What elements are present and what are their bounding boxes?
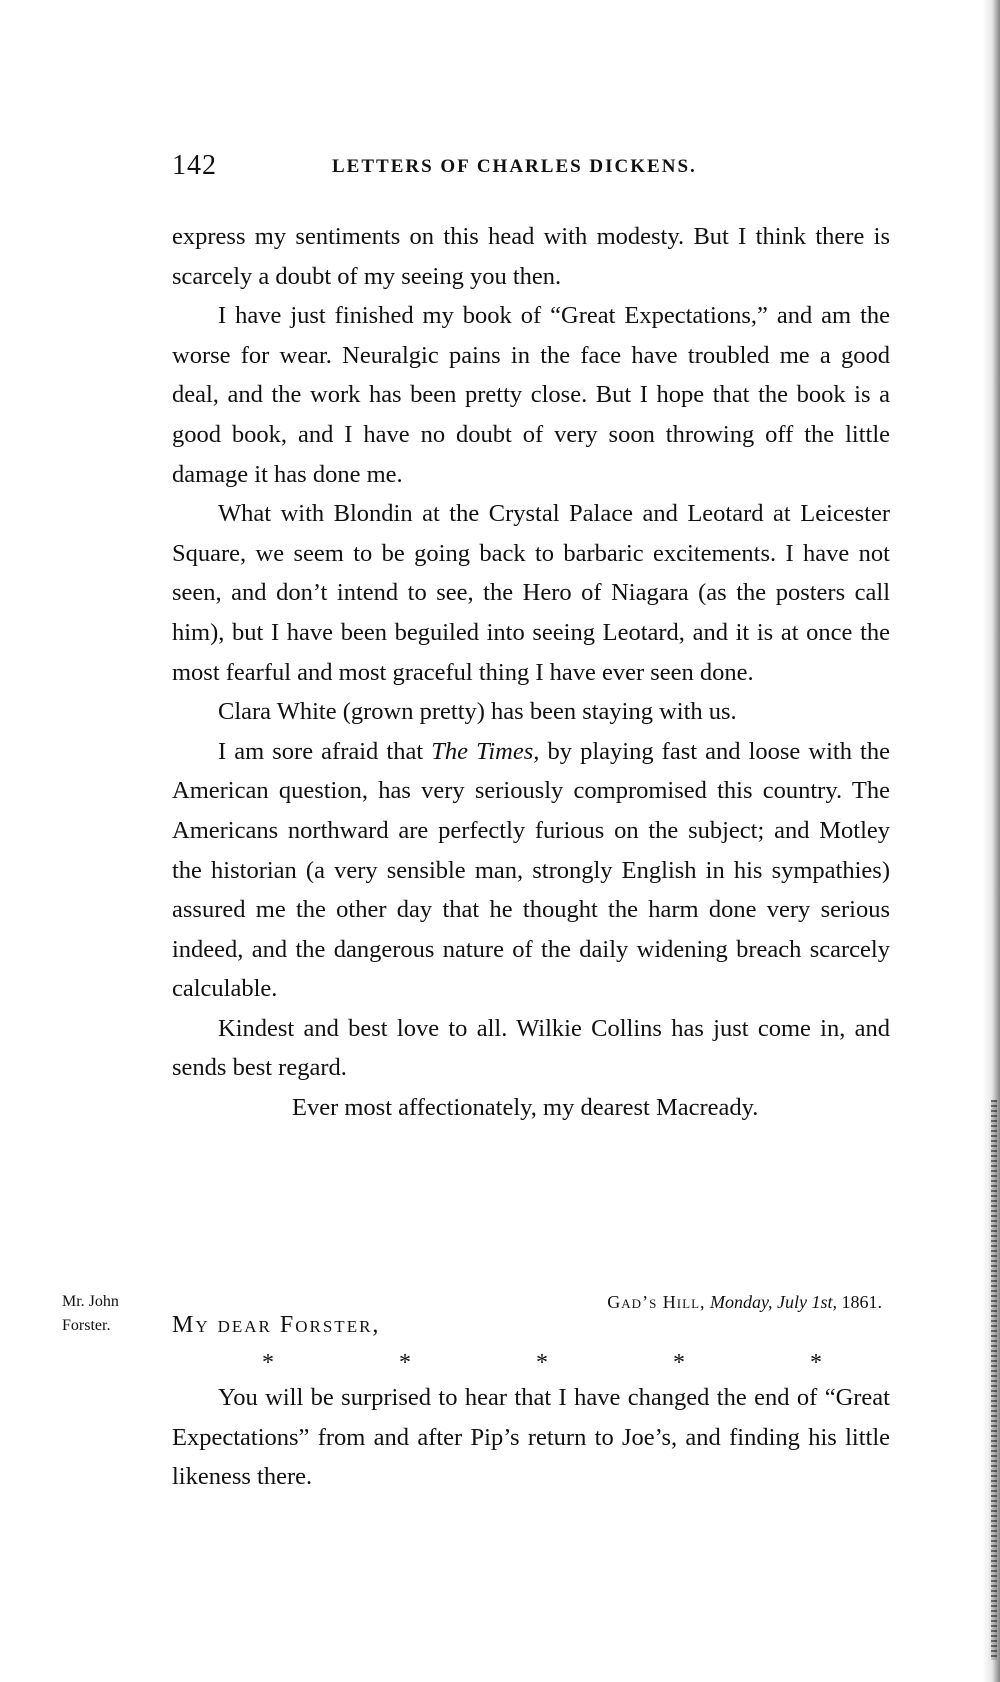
recipient-note-line2: Forster.: [62, 1317, 111, 1334]
asterisk: *: [673, 1350, 685, 1376]
dateline-year: 1861.: [841, 1292, 882, 1312]
paragraph-great-expectations: I have just finished my book of “Great Expectations,” and am the worse for wear. Neuralgic pains in the face have troubled me a good deal, and the work has been pretty close. But I hope that the book is a good book, and I have no doubt of very soon throwing off the little damage it has done me.: [172, 302, 890, 488]
dateline: [607, 1290, 882, 1314]
recipient-note-line1: Mr. John: [62, 1293, 119, 1310]
page-number: 142: [172, 150, 217, 181]
asterisk: *: [399, 1350, 411, 1376]
page-header: [172, 150, 892, 190]
paragraph-continuation: express my sentiments on this head with modesty. But I think there is scarcely a doubt of my seeing you then.: [172, 223, 890, 290]
letter-to-macready: [172, 217, 890, 1128]
paragraph-closing: Kindest and best love to all. Wilkie Collins has just come in, and sends best regard.: [172, 1014, 890, 1082]
times-text-after: by playing fast and loose with the American question, has very seriously compromised this country. The Americans northward are perfectly furious on the subject; and Motley the historian (a very sensible man, strongly English in his sympathies) assured me the other day that he thought the harm done very serious indeed, and the dangerous nature of the daily widening breach scarcely calculable.: [172, 737, 890, 1003]
dateline-place: Gad’s Hill,: [607, 1292, 706, 1312]
letter-to-forster: [0, 1290, 1000, 1490]
salutation: My dear Forster,: [172, 1312, 381, 1338]
asterisk: *: [536, 1350, 548, 1376]
paragraph-clara-white: Clara White (grown pretty) has been staying with us.: [218, 698, 737, 726]
recipient-margin-note: [62, 1290, 119, 1338]
paragraph-the-times: [172, 732, 890, 1009]
letter2-body: [172, 1378, 890, 1497]
asterisk: *: [810, 1350, 822, 1376]
signoff: Ever most affectionately, my dearest Macready.: [292, 1094, 759, 1122]
times-title: The Times,: [431, 737, 540, 765]
dateline-date: Monday, July 1st,: [710, 1292, 837, 1312]
paragraph-blondin: What with Blondin at the Crystal Palace and Leotard at Leicester Square, we seem to be going back to barbaric excitements. I have not seen, and don’t intend to see, the Hero of Niagara (as the posters call him), but I have been beguiled into seeing Leotard, and it is at once the most fearful and most graceful thing I have ever seen done.: [172, 500, 890, 686]
times-text-before: I am sore afraid that: [218, 737, 432, 765]
asterisk-separator: [262, 1348, 822, 1378]
paragraph-changed-ending: You will be surprised to hear that I have changed the end of “Great Expectations” from and after Pip’s return to Joe’s, and finding his little likeness there.: [172, 1384, 890, 1491]
asterisk: *: [262, 1350, 274, 1376]
running-title: LETTERS OF CHARLES DICKENS.: [332, 156, 697, 177]
